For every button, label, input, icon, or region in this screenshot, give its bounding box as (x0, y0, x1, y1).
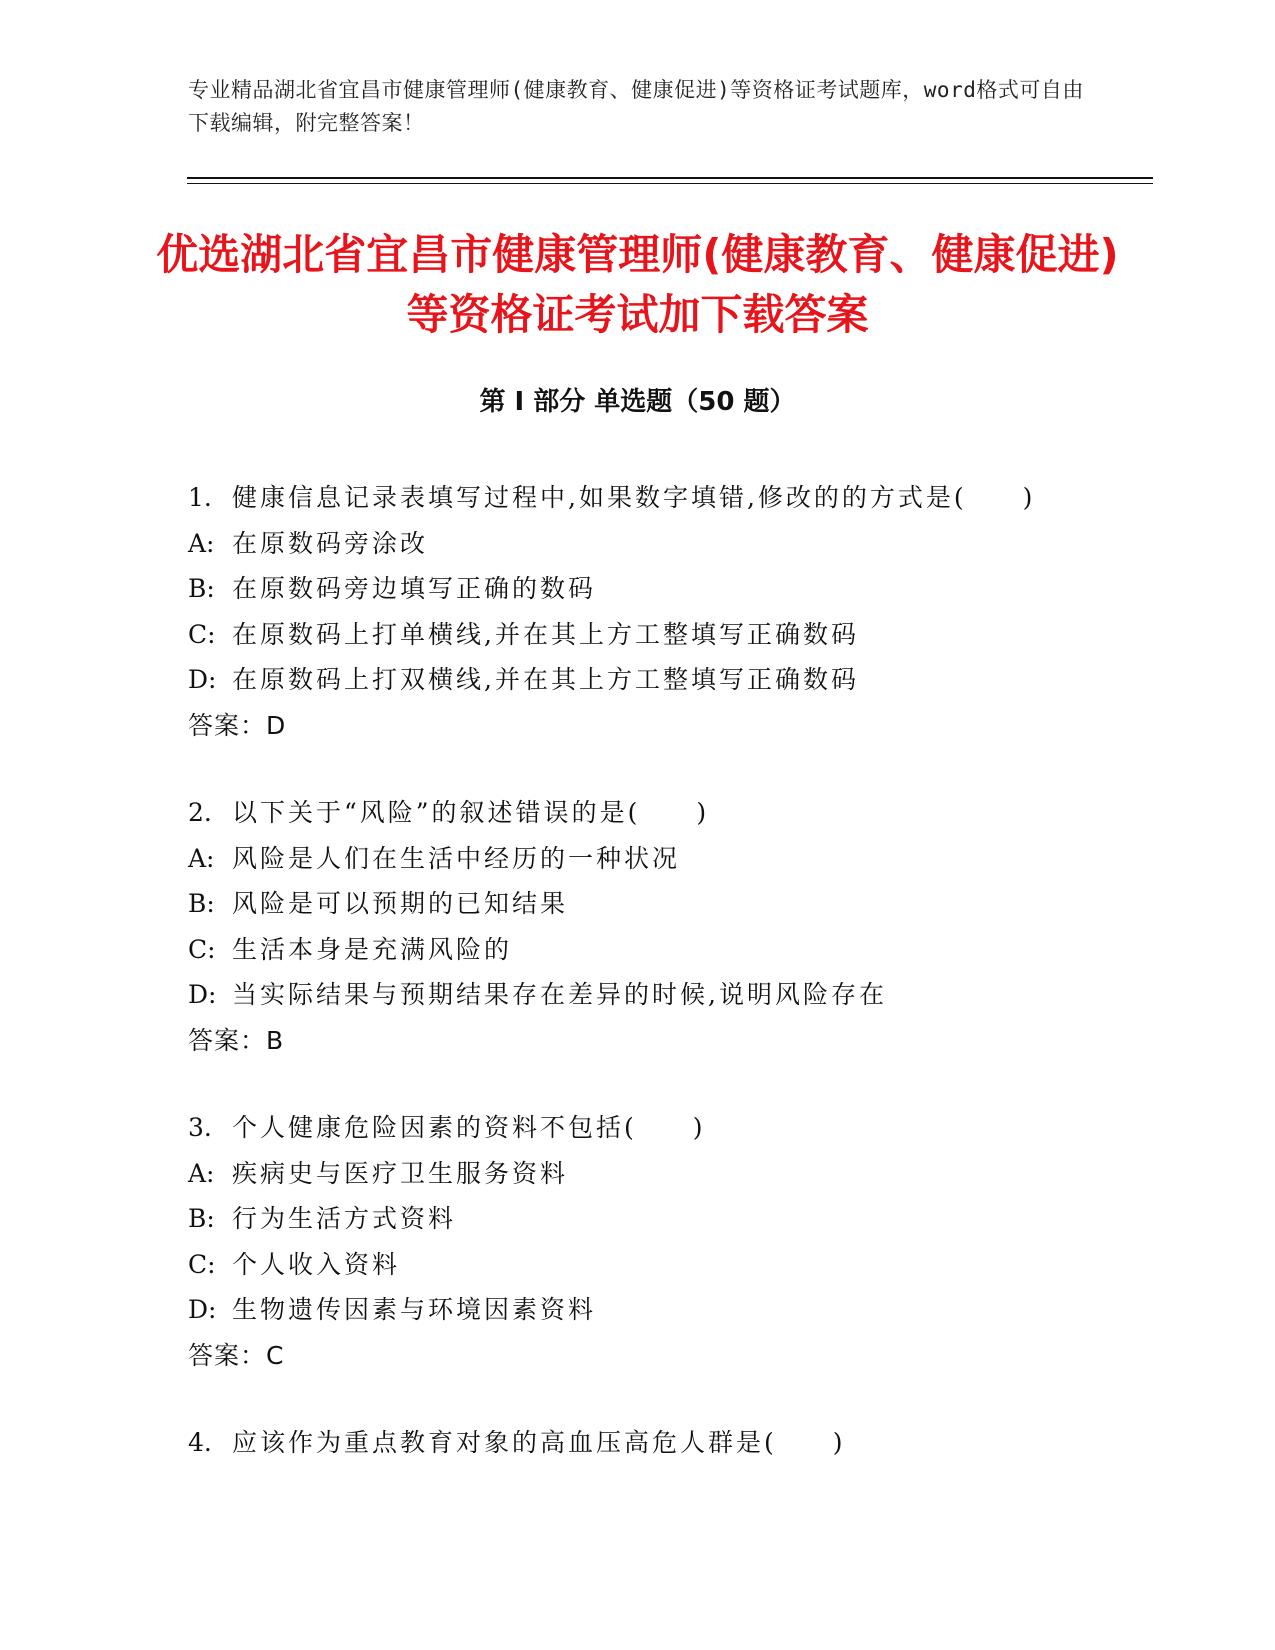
option-c (188, 612, 1148, 658)
answer: 答案：C (188, 1340, 285, 1370)
document-title: 优选湖北省宜昌市健康管理师(健康教育、健康促进)等资格证考试加下载答案 (156, 230, 1119, 339)
option-label: A: (188, 1158, 215, 1188)
option-d (188, 972, 1148, 1018)
option-a (188, 521, 1148, 567)
option-b (188, 1196, 1148, 1242)
question-stem (188, 475, 1148, 521)
question-4 (188, 1420, 1148, 1466)
option-b (188, 566, 1148, 612)
option-a (188, 836, 1148, 882)
option-a (188, 1151, 1148, 1197)
answer: 答案：B (188, 1025, 285, 1055)
option-text: 风险是人们在生活中经历的一种状况 (232, 843, 681, 873)
option-label: A: (188, 528, 215, 558)
option-text: 当实际结果与预期结果存在差异的时候,说明风险存在 (232, 980, 887, 1009)
question-2 (188, 790, 1148, 1063)
option-label: C: (188, 1249, 216, 1279)
option-text: 在原数码旁涂改 (232, 528, 429, 558)
question-text: 个人健康危险因素的资料不包括( ) (232, 1113, 706, 1142)
question-text: 应该作为重点教育对象的高血压高危人群是( ) (232, 1428, 846, 1457)
question-3 (188, 1105, 1148, 1378)
answer: 答案：D (188, 710, 287, 740)
question-list (188, 475, 1148, 1508)
option-text: 疾病史与医疗卫生服务资料 (232, 1158, 569, 1188)
option-text: 在原数码旁边填写正确的数码 (232, 574, 597, 603)
option-text: 在原数码上打单横线,并在其上方工整填写正确数码 (232, 619, 859, 649)
option-b (188, 881, 1148, 927)
option-label: B: (188, 889, 215, 918)
section-title: 第 I 部分 单选题（50 题） (479, 387, 796, 417)
option-label: A: (188, 843, 215, 873)
option-d (188, 1287, 1148, 1333)
option-label: D: (188, 980, 217, 1009)
option-c (188, 1242, 1148, 1288)
question-number: 2. (188, 798, 212, 827)
option-text: 生活本身是充满风险的 (232, 934, 513, 964)
question-number: 3. (188, 1113, 212, 1142)
question-text: 健康信息记录表填写过程中,如果数字填错,修改的的方式是( ) (232, 483, 1036, 512)
header-note: 专业精品湖北省宜昌市健康管理师(健康教育、健康促进)等资格证考试题库，word格式可自由下载编辑，附完整答案！ (188, 78, 1084, 135)
question-number: 4. (188, 1428, 212, 1457)
option-text: 行为生活方式资料 (232, 1204, 457, 1233)
question-number: 1. (188, 483, 212, 512)
option-text: 在原数码上打双横线,并在其上方工整填写正确数码 (232, 665, 859, 694)
option-label: D: (188, 665, 217, 694)
header-rule-thick (187, 177, 1153, 179)
option-text: 个人收入资料 (232, 1249, 401, 1279)
option-c (188, 927, 1148, 973)
header-rule-thin (187, 183, 1153, 184)
option-label: B: (188, 574, 215, 603)
question-text: 以下关于“风险”的叙述错误的是( ) (232, 798, 710, 827)
question-stem (188, 1105, 1148, 1151)
question-stem (188, 1420, 1148, 1466)
question-1 (188, 475, 1148, 748)
question-stem (188, 790, 1148, 836)
option-label: C: (188, 619, 216, 649)
option-text: 风险是可以预期的已知结果 (232, 889, 569, 918)
option-label: D: (188, 1295, 217, 1324)
option-text: 生物遗传因素与环境因素资料 (232, 1295, 597, 1324)
option-label: B: (188, 1204, 215, 1233)
option-label: C: (188, 934, 216, 964)
option-d (188, 657, 1148, 703)
